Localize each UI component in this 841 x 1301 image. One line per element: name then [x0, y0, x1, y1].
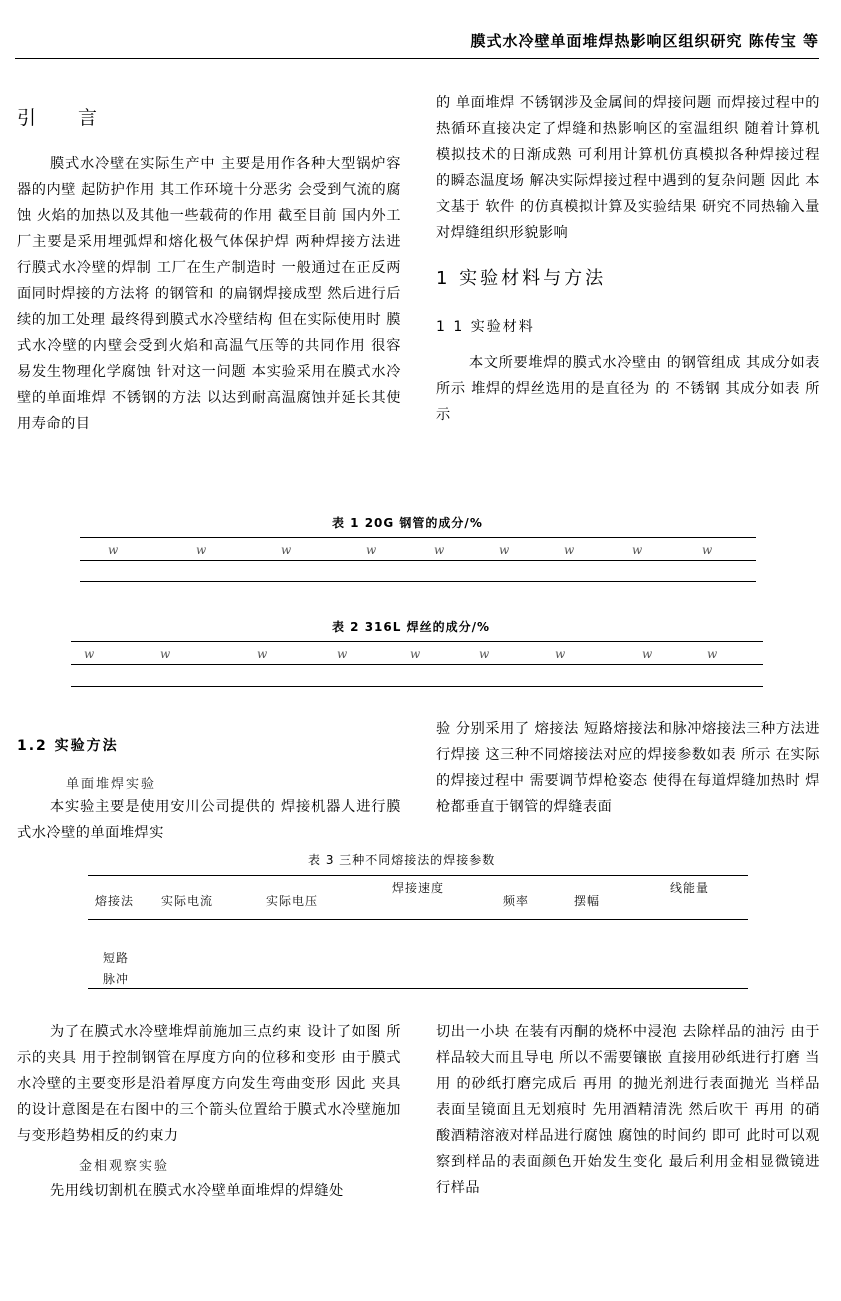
table-2-caption: 表 2 316L 焊丝的成分/% — [332, 620, 490, 634]
table-1-mid-rule — [80, 560, 756, 561]
intro-section — [17, 103, 401, 437]
table-2-header-cell: w — [160, 647, 171, 661]
subsection-metallography-heading: 金相观察实验 — [79, 1159, 170, 1174]
table-1-header-cell: w — [499, 543, 510, 557]
table-2-header-cell: w — [257, 647, 268, 661]
table-3-header-cell: 实际电流 — [161, 894, 214, 908]
section-1-1-heading: 1 1 实验材料 — [436, 319, 535, 335]
table-3-header-cell: 焊接速度 — [392, 881, 445, 895]
table-2-header-cell: w — [707, 647, 718, 661]
table-3-caption: 表 3 三种不同熔接法的焊接参数 — [308, 853, 496, 867]
table-1-header-cell: w — [281, 543, 292, 557]
metallography-paragraph-start: 先用线切割机在膜式水冷壁单面堆焊的焊缝处 — [50, 1183, 344, 1199]
table-1-header-cell: w — [434, 543, 445, 557]
running-head: 膜式水冷壁单面堆焊热影响区组织研究 陈传宝 等 — [470, 32, 819, 50]
table-3-mid-rule — [88, 919, 748, 920]
intro-heading: 引 言 — [17, 107, 116, 129]
table-3-row-label: 脉冲 — [103, 972, 130, 986]
intro-paragraph: 膜式水冷壁在实际生产中 主要是用作各种大型锅炉容器的内壁 起防护作用 其工作环境十分恶劣 会受到气流的腐蚀 火焰的加热以及其他一些载荷的作用 截至目前 国内外工厂主要是采用埋弧焊和熔化极气体保护焊 两种焊接方法进行膜式水冷壁的焊制 工厂在生产制造时 一般通过在正反两面同时焊接的方法将 的钢管和 的扁钢焊接成型 然后进行后续的加工处理 最终得到膜式水冷壁结构 但在实际使用时 膜式水冷壁的内壁会受到火焰和高温气压等的共同作用 很容易发生物理化学腐蚀 针对这一问题 本实验采用在膜式水冷壁的单面堆焊 不锈钢的方法 以达到耐高温腐蚀并延长其使用寿命的目 — [17, 156, 401, 432]
table-3-header-cell: 摆幅 — [574, 894, 601, 908]
bottom-left-column — [17, 1019, 401, 1204]
table-3-header-cell: 实际电压 — [266, 894, 319, 908]
table-1-header-cell: w — [564, 543, 575, 557]
method-paragraph-right: 验 分别采用了 熔接法 短路熔接法和脉冲熔接法三种方法进行焊接 这三种不同熔接法对应的焊接参数如表 所示 在实际的焊接过程中 需要调节焊枪姿态 使得在每道焊缝加热时 焊枪都垂直于钢管的焊缝表面 — [436, 721, 820, 815]
table-3-header-cell: 线能量 — [670, 881, 710, 895]
section-1-2-heading: 1.2 实验方法 — [17, 738, 119, 754]
table-1-header-cell: w — [632, 543, 643, 557]
table-2-top-rule — [71, 641, 763, 642]
table-2-header-cell: w — [555, 647, 566, 661]
table-2-header-cell: w — [410, 647, 421, 661]
table-3-row-label: 短路 — [103, 951, 130, 965]
table-3-top-rule — [88, 875, 748, 876]
table-1-top-rule — [80, 537, 756, 538]
materials-paragraph: 本文所要堆焊的膜式水冷壁由 的钢管组成 其成分如表 所示 堆焊的焊丝选用的是直径为 的 不锈钢 其成分如表 所示 — [436, 355, 820, 423]
metallography-paragraph-continued: 切出一小块 在装有丙酮的烧杯中浸泡 去除样品的油污 由于样品较大而且导电 所以不需要镶嵌 直接用砂纸进行打磨 当用 的砂纸打磨完成后 再用 的抛光剂进行表面抛光 当样品表面呈镜面且无划痕时 先用酒精清洗 然后吹干 再用 的硝酸酒精溶液对样品进行腐蚀 腐蚀的时间约 即可 此时可以观察到样品的表面颜色开始发生变化 最后利用金相显微镜进行样品 — [436, 1024, 820, 1196]
right-column-top — [436, 90, 820, 428]
subsection-surfacing-heading: 单面堆焊实验 — [66, 777, 157, 792]
table-1-bottom-rule — [80, 581, 756, 582]
table-3-header-cell: 熔接法 — [95, 894, 135, 908]
table-2-bottom-rule — [71, 686, 763, 687]
table-1-header-cell: w — [702, 543, 713, 557]
table-3-header-cell: 频率 — [503, 894, 530, 908]
continued-paragraph: 的 单面堆焊 不锈钢涉及金属间的焊接问题 而焊接过程中的热循环直接决定了焊缝和热影响区的室温组织 随着计算机模拟技术的日渐成熟 可利用计算机仿真模拟各种焊接过程的瞬态温度场 解决实际焊接过程中遇到的复杂问题 因此 本文基于 软件 的仿真模拟计算及实验结果 研究不同热输入量对焊缝组织形貌影响 — [436, 95, 820, 241]
section-1-heading: 1 实验材料与方法 — [436, 268, 607, 289]
method-paragraph-left: 本实验主要是使用安川公司提供的 焊接机器人进行膜式水冷壁的单面堆焊实 — [17, 799, 401, 841]
table-2-header-cell: w — [479, 647, 490, 661]
table-2-header-cell: w — [642, 647, 653, 661]
table-1-header-cell: w — [108, 543, 119, 557]
table-1-caption: 表 1 20G 钢管的成分/% — [332, 516, 483, 530]
table-2-header-cell: w — [84, 647, 95, 661]
table-1-header-cell: w — [366, 543, 377, 557]
fixture-paragraph: 为了在膜式水冷壁堆焊前施加三点约束 设计了如图 所示的夹具 用于控制钢管在厚度方向的位移和变形 由于膜式水冷壁的主要变形是沿着厚度方向发生弯曲变形 因此 夹具的设计意图是在右图中的三个箭头位置给于膜式水冷壁施加与变形趋势相反的约束力 — [17, 1024, 401, 1144]
table-2-header-cell: w — [337, 647, 348, 661]
table-2-mid-rule — [71, 664, 763, 665]
header-rule — [15, 58, 819, 59]
table-1-header-cell: w — [196, 543, 207, 557]
table-3-bottom-rule — [88, 988, 748, 989]
